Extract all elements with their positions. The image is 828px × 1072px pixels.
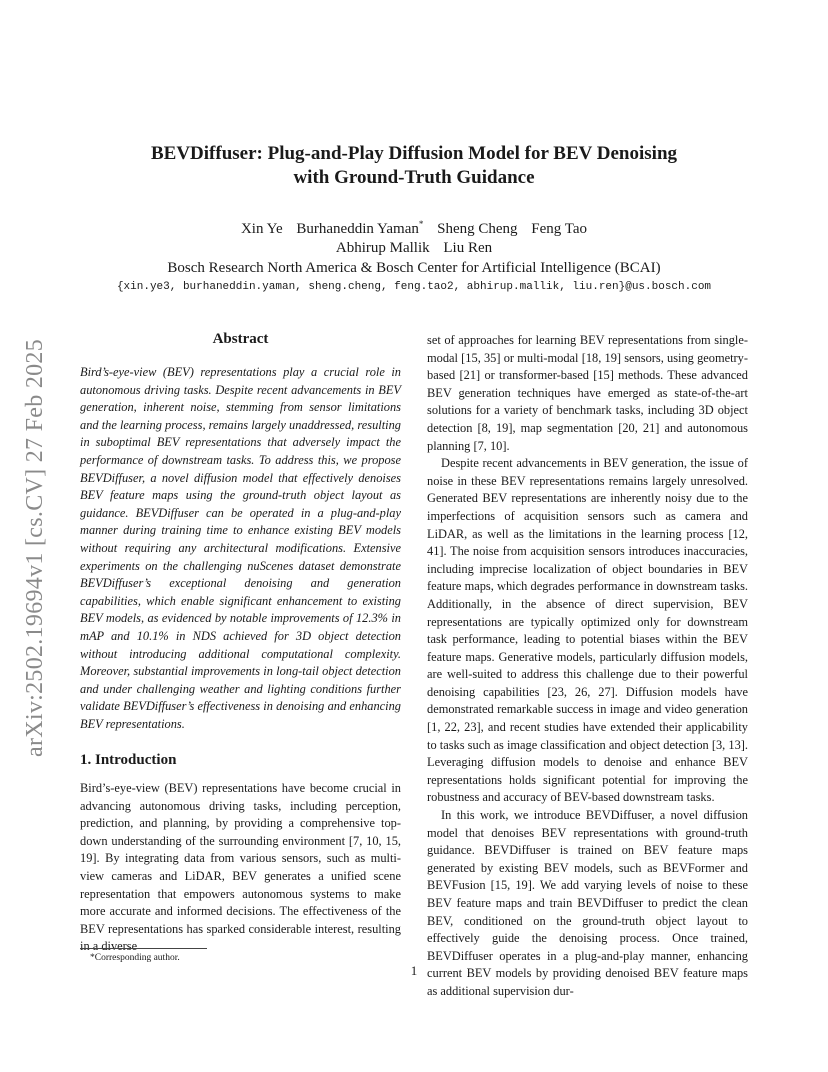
author-name: Liu Ren [443, 240, 493, 256]
author-name: Feng Tao [531, 221, 588, 237]
author-emails: {xin.ye3, burhaneddin.yaman, sheng.cheng, feng.tao2, abhirup.mallik, liu.ren}@us.bosch.com [116, 281, 712, 293]
arxiv-identifier: arXiv:2502.19694v1 [cs.CV] 27 Feb 2025 [22, 338, 48, 757]
title-line-1: BEVDiffuser: Plug-and-Play Diffusion Model for BEV Denoising [150, 143, 678, 164]
abstract-heading: Abstract [212, 331, 269, 347]
author-name: Sheng Cheng [437, 221, 518, 237]
footnote: *Corresponding author. [90, 953, 180, 963]
section-heading-introduction: 1. Introduction [80, 752, 177, 768]
right-paragraph-1: set of approaches for learning BEV representations from single-modal [15, 35] or multi-modal [18, 19] sensors, using geometry-based [21] or transformer-based [15] methods. These advanced BEV generation techniques have emerged as state-of-the-art solutions for a variety of benchmark tasks, including 3D object detection [8, 19], map segmentation [20, 21] and autonomous planning [7, 10]. [427, 333, 748, 453]
paper-title [100, 142, 728, 190]
abstract-body [80, 364, 401, 733]
page-number: 1 [410, 963, 418, 978]
introduction-left-column [80, 780, 401, 956]
abstract-text: Bird’s-eye-view (BEV) representations play a crucial role in autonomous driving tasks. Despite recent advancements in BEV generation, inherent noise, stemming from sensor limitations and the learning process, remains largely unaddressed, resulting in suboptimal BEV representations that adversely impact the performance of downstream tasks. To address this, we propose BEVDiffuser, a novel diffusion model that effectively denoises BEV feature maps using the ground-truth object layout as guidance. BEVDiffuser can be operated in a plug-and-play manner during training time to enhance existing BEV models without requiring any architectural modifications. Extensive experiments on the challenging nuScenes dataset demonstrate BEVDiffuser’s exceptional denoising and generation capabilities, which enable significant enhancement to existing BEV models, as evidenced by notable improvements of 12.3% in mAP and 10.1% in NDS achieved for 3D object detection without introducing additional computational complexity. Moreover, substantial improvements in long-tail object detection and under challenging weather and lighting conditions further validate BEVDiffuser’s effectiveness in denoising and enhancing BEV representations. [80, 365, 401, 731]
corresponding-author-mark: * [418, 219, 424, 229]
right-column [427, 332, 748, 1001]
author-name: Xin Ye [240, 221, 283, 237]
author-name-text: Burhaneddin Yaman [296, 221, 419, 237]
authors-line-1 [80, 219, 748, 239]
affiliation: Bosch Research North America & Bosch Center for Artificial Intelligence (BCAI) [167, 260, 661, 276]
right-paragraph-3: In this work, we introduce BEVDiffuser, a novel diffusion model that denoises BEV representations with ground-truth guidance. BEVDiffuser is trained on BEV feature maps generated by existing BEV models, such as BEVFormer and BEVFusion [15, 19]. We add varying levels of noise to these BEV feature maps and train BEVDiffuser to predict the clean BEV, conditioned on the ground-truth object layout to effectively guide the denoising process. Once trained, BEVDiffuser operates in a plug-and-play manner, enhancing current BEV models by providing denoised BEV feature maps as additional supervision dur- [427, 808, 748, 998]
author-name: Abhirup Mallik [335, 240, 430, 256]
introduction-paragraph: Bird’s-eye-view (BEV) representations have become crucial in advancing autonomous driving tasks, including perception, prediction, and planning, by providing a comprehensive top-down understanding of the surrounding environment [7, 10, 15, 19]. By integrating data from various sensors, such as multi-view cameras and LiDAR, BEV generates a unified scene representation that empowers autonomous systems to make more accurate and informed decisions. The effectiveness of the BEV representations has sparked considerable interest, resulting in a diverse [80, 781, 401, 954]
title-line-2: with Ground-Truth Guidance [293, 167, 535, 188]
right-paragraph-2: Despite recent advancements in BEV generation, the issue of noise in these BEV representations remains largely unresolved. Generated BEV representations are inherently noisy due to the imperfections of acquisition sensors such as camera and LiDAR, as well as the limitations in the learning process [12, 41]. The noise from acquisition sensors introduces inaccuracies, including imprecise localization of object boundaries in BEV feature maps, which degrades performance in downstream tasks. Additionally, in the absence of direct supervision, BEV representations are typically optimized only for downstream task performance, leading to potential biases within the BEV feature maps. Generative models, particularly diffusion models, are well-suited to address this challenge due to their powerful denoising capabilities [23, 26, 27]. Diffusion models have demonstrated remarkable success in image and video generation [1, 22, 23], and recent studies have extended their applicability to tasks such as image classification and object detection [3, 13]. Leveraging diffusion models to denoise and enhance BEV representations holds significant potential for improving the robustness and accuracy of BEV-based downstream tasks. [427, 456, 748, 805]
authors-line-2 [80, 238, 748, 258]
author-name [296, 221, 423, 237]
footnote-rule [80, 948, 207, 949]
